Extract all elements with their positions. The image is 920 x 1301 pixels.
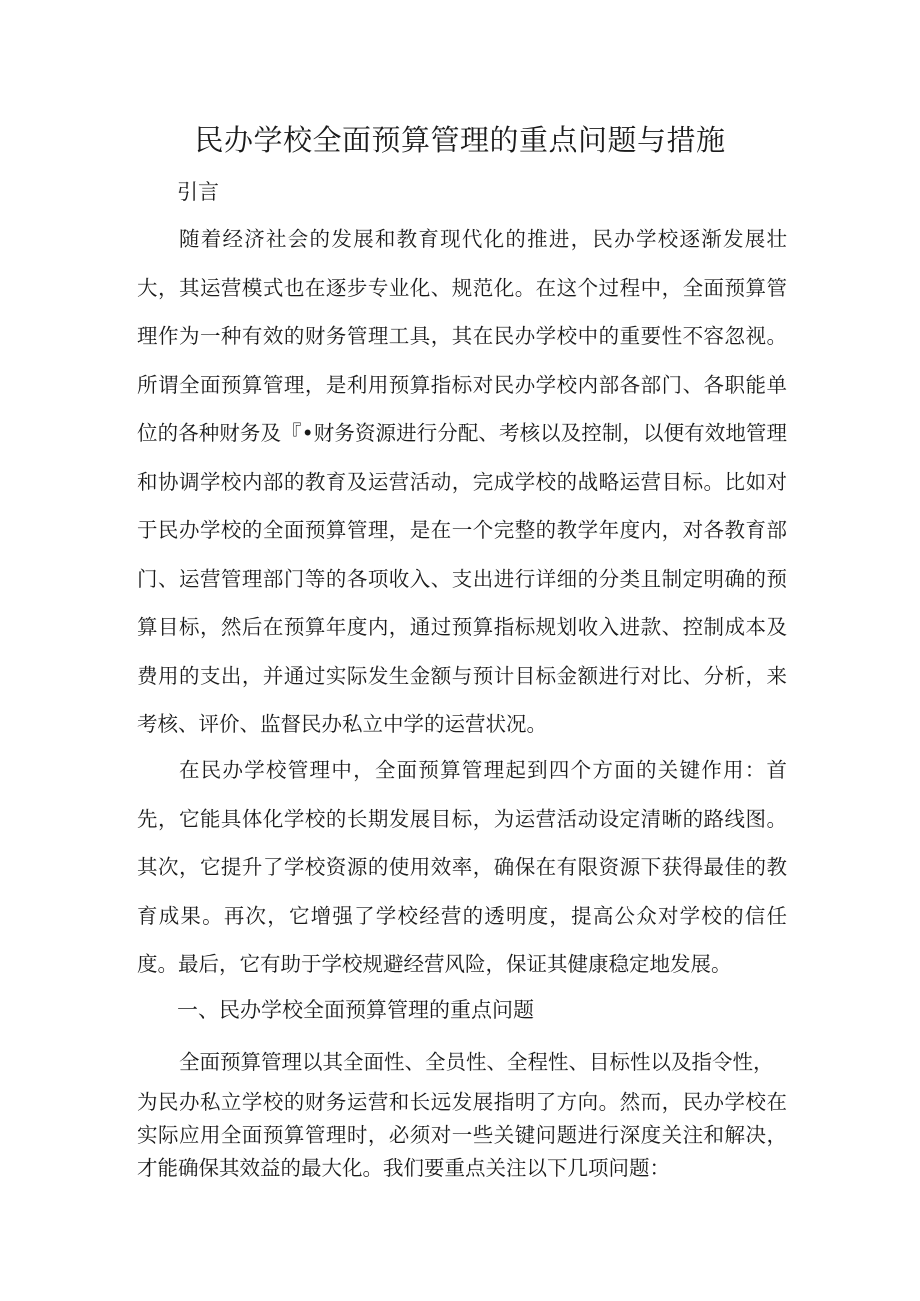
section-heading-intro: 引言 <box>177 180 219 204</box>
section-1-paragraph-1-line-1: 全面预算管理以其全面性、全员性、全程性、目标性以及指令性， <box>179 1050 774 1074</box>
section-1-paragraph-1-rest: 为民办私立学校的财务运营和长远发展指明了方向。然而，民办学校在实际应用全面预算管理时，必须对一些关键问题进行深度关注和解决，才能确保其效益的最大化。我们要重点关注以下几项问题： <box>137 1090 787 1180</box>
intro-paragraph-1: 随着经济社会的发展和教育现代化的推进，民办学校逐渐发展壮大，其运营模式也在逐步专业化、规范化。在这个过程中，全面预算管理作为一种有效的财务管理工具，其在民办学校中的重要性不容忽视。所谓全面预算管理，是利用预算指标对民办学校内部各部门、各职能单位的各种财务及『•财务资源进行分配、考核以及控制，以便有效地管理和协调学校内部的教育及运营活动，完成学校的战略运营目标。比如对于民办学校的全面预算管理，是在一个完整的教学年度内，对各教育部门、运营管理部门等的各项收入、支出进行详细的分类且制定明确的预算目标，然后在预算年度内，通过预算指标规划收入进款、控制成本及费用的支出，并通过实际发生金额与预计目标金额进行对比、分析，来考核、评价、监督民办私立中学的运营状况。 <box>137 227 787 736</box>
section-heading-1: 一、民办学校全面预算管理的重点问题 <box>177 998 534 1022</box>
document-title: 民办学校全面预算管理的重点问题与措施 <box>194 123 726 157</box>
intro-paragraph-2: 在民办学校管理中，全面预算管理起到四个方面的关键作用：首先，它能具体化学校的长期发展目标，为运营活动设定清晰的路线图。其次，它提升了学校资源的使用效率，确保在有限资源下获得最佳的教育成果。再次，它增强了学校经营的透明度，提高公众对学校的信任度。最后，它有助于学校规避经营风险，保证其健康稳定地发展。 <box>137 758 787 976</box>
